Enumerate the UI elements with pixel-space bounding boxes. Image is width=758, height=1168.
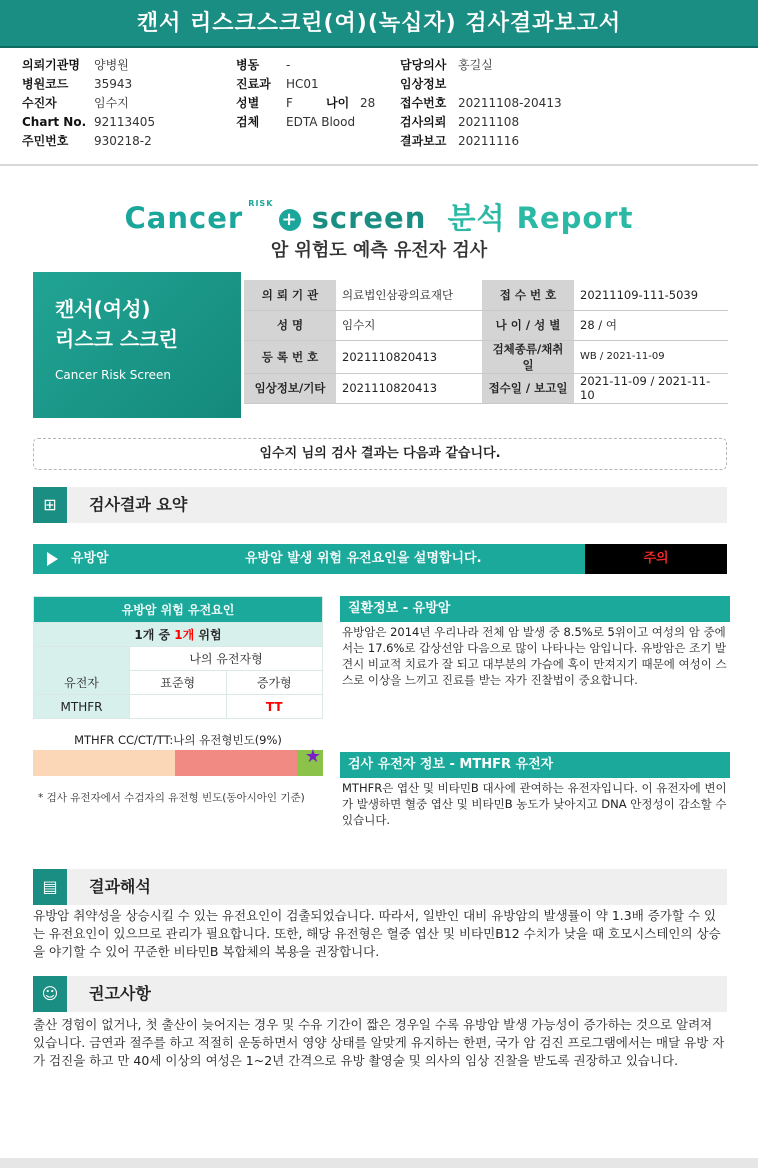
meta-key: 담당의사: [400, 58, 447, 72]
info-key: 접수일 / 보고일: [482, 373, 574, 403]
disease-info-header: 질환정보 - 유방암: [340, 596, 730, 622]
meta-key: 결과보고: [400, 134, 447, 148]
meta-value: 20211108: [458, 115, 520, 129]
disease-band: [33, 544, 727, 574]
disease-desc: 유방암 발생 위험 유전요인을 설명합니다.: [245, 551, 482, 566]
section-title: 결과해석: [89, 877, 151, 896]
meta-col2: [236, 56, 375, 132]
meta-row: [400, 113, 562, 132]
card-line2: 리스크 스크린: [55, 327, 178, 351]
my-genotype-star-icon: ★: [304, 746, 321, 767]
meta-row: [400, 94, 562, 113]
recommendation-text: 출산 경험이 없거나, 첫 출산이 늦어지는 경우 및 수유 기간이 짧은 경우일 수록 유방암 발생 가능성이 증가하는 것으로 알려져 있습니다. 금연과 절주를 하고 적절히 운동하면서 영양 상태를 알맞게 유지하는 한편, 국가 암 검진 프로그램에서는 매달 유방 자가 검진을 하고 만 40세 이상의 여성은 1~2년 간격으로 유방 촬영술 및 의사의 임상 진찰을 받도록 권장하고 있습니다.: [33, 1017, 725, 1068]
freq-segment-cc: [33, 750, 175, 776]
meta-key: 진료과: [236, 77, 271, 91]
info-value: WB / 2021-11-09: [574, 340, 728, 373]
risk-count-a: 1개 중: [134, 628, 171, 642]
meta-key: 수진자: [22, 96, 57, 110]
meta-key: 의뢰기관명: [22, 58, 80, 72]
gene-table-title: 유방암 위험 유전요인: [34, 597, 323, 623]
meta-row: [400, 132, 562, 151]
warning-badge: 주의: [585, 544, 727, 574]
table-row: [34, 597, 323, 623]
folder-plus-icon: ⊞: [33, 487, 67, 523]
standard-header: 표준형: [130, 671, 227, 695]
genotype-frequency-bar: [33, 746, 323, 776]
section-title: 권고사항: [89, 984, 151, 1003]
risk-gene-table: [33, 596, 323, 719]
info-value: 의료법인삼광의료재단: [336, 280, 482, 310]
meta-row: [236, 75, 375, 94]
meta-key: 검사의뢰: [400, 115, 447, 129]
meta-value: HC01: [286, 77, 319, 91]
meta-row: [22, 75, 155, 94]
meta-key: 임상정보: [400, 77, 447, 91]
risk-count: [34, 623, 323, 647]
table-row: [34, 695, 323, 719]
table-row: [34, 623, 323, 647]
logo-cancer: Cancer: [124, 201, 244, 235]
meta-value: 20211116: [458, 134, 520, 148]
logo-plus-icon: +: [279, 209, 301, 231]
info-key: 접 수 번 호: [482, 280, 574, 310]
meta-col1: [22, 56, 155, 151]
meta-row: [236, 94, 375, 113]
increase-value: TT: [226, 695, 323, 719]
summary-section-header: [33, 487, 727, 523]
footnote: * 검사 유전자에서 수검자의 유전형 빈도(동아시아인 기준): [38, 792, 305, 804]
info-key: 성 명: [244, 310, 336, 340]
meta-row: [22, 132, 155, 151]
info-key: 등 록 번 호: [244, 340, 336, 373]
table-row: [244, 280, 728, 310]
meta-value: 92113405: [94, 115, 156, 129]
disease-info-body: 유방암은 2014년 우리나라 전체 암 발생 중 8.5%로 5위이고 여성의 암 중에서는 17.6%로 갑상선암 다음으로 많이 나타나는 암입니다. 유방암은 조기 발견시 비교적 치료가 잘 되고 대부분의 가슴에 혹이 만져지기 때문에 여성이 스스로 이상을 느끼고 진료를 받는 자가 진찰법이 중요합니다.: [342, 625, 727, 687]
info-value: 임수지: [336, 310, 482, 340]
risk-count-c: 위험: [198, 628, 222, 642]
gene-name: MTHFR: [34, 695, 130, 719]
info-value: 28 / 여: [574, 310, 728, 340]
meta-key-age: 나이: [326, 96, 350, 110]
meta-col3: [400, 56, 562, 151]
logo-screen: screen: [311, 201, 427, 235]
increase-header: 증가형: [226, 671, 323, 695]
meta-value: 홍길실: [458, 58, 493, 72]
recommendation-section-header: [33, 976, 727, 1012]
table-row: [34, 647, 323, 671]
interpretation-text: 유방암 취약성을 상승시킬 수 있는 유전요인이 검출되었습니다. 따라서, 일반인 대비 유방암의 발생률이 약 1.3배 증가할 수 있는 유전요인이 있으므로 관리가 필요합니다. 또한, 해당 유전형은 혈중 엽산 및 비타민B12 수치가 낮을 때 호모시스테인의 상승을 야기할 수 있어 꾸준한 비타민B 복합체의 복용을 권장합니다.: [33, 908, 721, 959]
info-value: 2021110820413: [336, 340, 482, 373]
info-value: 2021-11-09 / 2021-11-10: [574, 373, 728, 403]
subtitle: 암 위험도 예측 유전자 검사: [270, 240, 488, 261]
section-title: 검사결과 요약: [89, 495, 188, 514]
info-value: 20211109-111-5039: [574, 280, 728, 310]
meta-value: EDTA Blood: [286, 115, 356, 129]
clipboard-icon: ▤: [33, 869, 67, 905]
meta-value: 35943: [94, 77, 133, 91]
report-title: 캔서 리스크스크린(여)(녹십자) 검사결과보고서: [0, 0, 758, 48]
meta-value: 임수지: [94, 96, 129, 110]
meta-key: 접수번호: [400, 96, 447, 110]
card-line1: 캔서(여성): [55, 297, 151, 321]
card-line3: Cancer Risk Screen: [55, 368, 172, 382]
meta-key: 주민번호: [22, 134, 69, 148]
freq-segment-tt: [297, 746, 323, 776]
result-intro: 임수지 님의 검사 결과는 다음과 같습니다.: [33, 438, 727, 470]
disease-name: 유방암: [71, 551, 109, 566]
consultation-icon: ☺: [33, 976, 67, 1012]
meta-value: 20211108-20413: [458, 96, 562, 110]
table-row: [244, 340, 728, 373]
gene-info-body: MTHFR은 엽산 및 비타민B 대사에 관여하는 유전자입니다. 이 유전자에 변이가 발생하면 혈중 엽산 및 비타민B 농도가 낮아지고 DNA 안정성이 감소할 수 있습니다.: [342, 781, 727, 827]
info-key: 임상정보/기타: [244, 373, 336, 403]
info-key: 검체종류/채취일: [482, 340, 574, 373]
table-row: [244, 310, 728, 340]
meta-row: [22, 94, 155, 113]
info-key: 나 이 / 성 별: [482, 310, 574, 340]
gene-info-header: 검사 유전자 정보 - MTHFR 유전자: [340, 752, 730, 778]
freq-segment-ct: [175, 750, 297, 776]
gene-header: [34, 647, 130, 695]
footer-strip: [0, 1158, 758, 1168]
meta-value: 930218-2: [94, 134, 152, 148]
interpretation-section-header: [33, 869, 727, 905]
meta-row: [236, 56, 375, 75]
meta-value: -: [286, 58, 291, 72]
logo-report: Report: [516, 201, 634, 235]
freq-label: MTHFR CC/CT/TT:나의 유전형빈도(9%): [74, 733, 282, 747]
meta-row: [400, 56, 562, 75]
info-value: 2021110820413: [336, 373, 482, 403]
meta-value-age: 28: [360, 96, 376, 110]
meta-row: [400, 75, 562, 94]
logo-risk: RISK: [248, 199, 274, 208]
patient-info-table: [244, 280, 728, 404]
meta-key: Chart No.: [22, 115, 87, 129]
meta-row: [22, 56, 155, 75]
my-genotype-header: 나의 유전자형: [130, 647, 323, 671]
report-logo: [0, 196, 758, 237]
meta-key: 성별: [236, 96, 260, 110]
divider: [0, 164, 758, 166]
meta-value: 양병원: [94, 58, 129, 72]
product-card: [33, 272, 241, 418]
logo-analysis: 분석: [447, 201, 506, 235]
meta-key: 검체: [236, 115, 260, 129]
play-arrow-icon: [47, 552, 58, 566]
standard-value: [130, 695, 227, 719]
meta-key: 병동: [236, 58, 260, 72]
meta-value: F: [286, 96, 293, 110]
table-row: [244, 373, 728, 403]
meta-row: [22, 113, 155, 132]
meta-row: [236, 113, 375, 132]
risk-count-b: 1개: [174, 628, 195, 642]
info-key: 의 뢰 기 관: [244, 280, 336, 310]
gene-header-label: 유전자: [64, 676, 99, 690]
meta-key: 병원코드: [22, 77, 69, 91]
